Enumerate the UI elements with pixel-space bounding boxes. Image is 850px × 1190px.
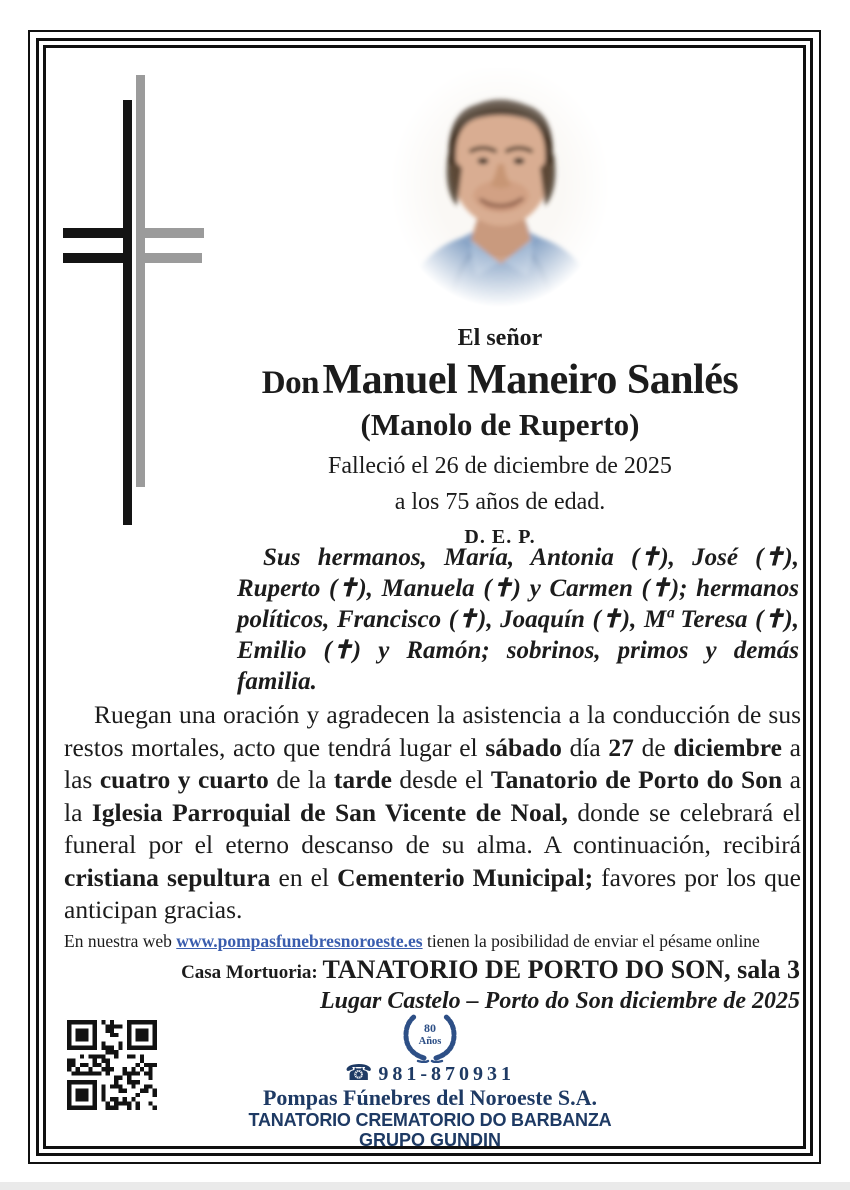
web-line-suffix: tienen la posibilidad de enviar el pésame online — [422, 931, 760, 951]
cross-black-vertical — [123, 100, 132, 525]
age-line: a los 75 años de edad. — [394, 489, 606, 516]
funeral-announcement: Ruegan una oración y agradecen la asistencia a la conducción de sus restos mortales, acto que tendrá lugar el sábado día 27 de diciembre a las cuatro y cuarto de la tarde desde el Tanatorio de Porto do Son a la Iglesia Parroquial de San Vicente de Noal, donde se celebrará el funeral por el eterno descanso de su alma. A continuación, recibirá cristiana sepultura en el Cementerio Municipal; favores por los que anticipan gracias. — [64, 700, 801, 924]
death-date-line: Falleció el 26 de diciembre de 2025 — [328, 453, 672, 480]
mortuary-line — [64, 955, 800, 985]
nickname: (Manolo de Ruperto) — [360, 407, 640, 443]
phone-line — [105, 1061, 755, 1086]
anniversary-word: Años — [418, 1036, 442, 1047]
phone-number: 981-870931 — [378, 1063, 516, 1085]
crematorium-name: TANATORIO CREMATORIO DO BARBANZA — [248, 1110, 612, 1130]
anniversary-wreath-logo — [398, 1011, 462, 1063]
mortuary-value: TANATORIO DE PORTO DO SON, sala 3 — [322, 955, 800, 984]
funeral-company-name: Pompas Fúnebres del Noroeste S.A. — [262, 1085, 598, 1110]
deceased-portrait — [385, 68, 615, 320]
cross-gray-vertical — [136, 75, 145, 487]
anniversary-number: 80 — [424, 1021, 436, 1035]
family-paragraph: Sus hermanos, María, Antonia (✝), José (✝), Ruperto (✝), Manuela (✝) y Carmen (✝); hermanos políticos, Francisco (✝), Joaquín (✝), Mª Teresa (✝), Emilio (✝) y Ramón; sobrinos, primos y demás familia. — [237, 544, 799, 695]
condolence-website-link[interactable]: www.pompasfunebresnoroeste.es — [176, 931, 423, 951]
web-line-prefix: En nuestra web — [64, 931, 177, 951]
rip-abbreviation: D. E. P. — [464, 526, 536, 549]
cross-black-horizontal-lower — [63, 253, 127, 263]
deceased-name: Manuel Maneiro Sanlés — [322, 357, 739, 403]
honorific: El señor — [457, 325, 543, 351]
header-block — [200, 325, 800, 549]
telephone-icon: ☎ — [344, 1061, 373, 1086]
deceased-name-line — [200, 357, 800, 403]
group-name: GRUPO GUNDIN — [358, 1130, 501, 1150]
cross-gray-horizontal-upper — [136, 228, 204, 238]
place-date-line: Lugar Castelo – Porto do Son diciembre de 2025 — [320, 988, 800, 1014]
web-condolence-line — [64, 931, 801, 952]
mortuary-label: Casa Mortuoria: — [181, 962, 323, 983]
title-prefix: Don — [261, 365, 319, 401]
cross-black-horizontal-upper — [63, 228, 131, 238]
cross-gray-horizontal-lower — [136, 253, 202, 263]
page-bottom-shadow — [0, 1182, 850, 1190]
